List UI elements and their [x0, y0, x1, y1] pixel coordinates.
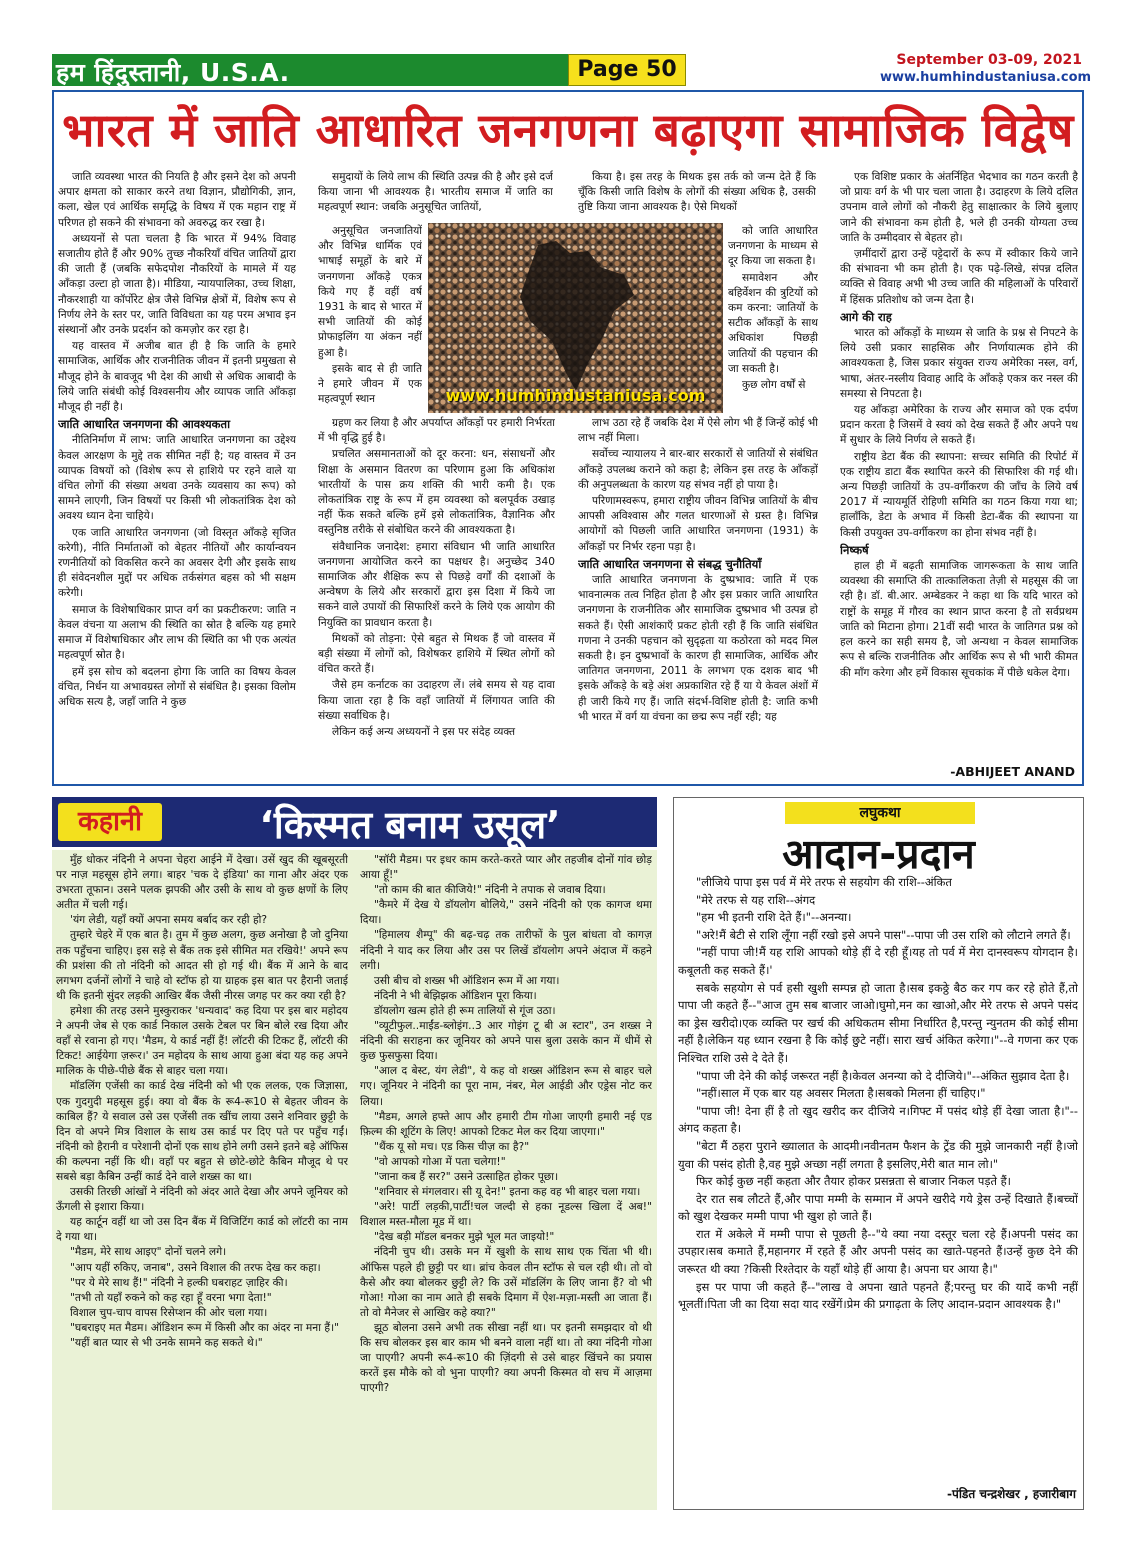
story-paragraph: "तभी तो यहाँ रुकने को कह रहा हूँ वरना भगा देता!" — [70, 1290, 272, 1304]
story-paragraph: "यहीं बात प्यार से भी उनके सामने कह सकते थे।" — [70, 1336, 263, 1349]
article-paragraph: एक जाति आधारित जनगणना (जो विस्तृत आँकड़े सृजित करेगी), नीति निर्माताओं को बेहतर नीतियों और कार्यान्वयन रणनीतियों को विकसित करने का अवसर देगी और इसके साथ ही संवेदनशील मुद्दों पर अधिक तर्कसंगत बहस को भी सक्षम करेगी। — [58, 526, 296, 600]
story-column-1 — [56, 852, 348, 1504]
story-paragraph: "कैमरे में देख ये डॉयलोग बोलिये," उसने नंदिनी को एक कागज थमा दिया। — [360, 898, 652, 927]
story-paragraph: "लीजिये पापा इस पर्व में मेरे तरफ से सहयोग की राशि--अंकित — [696, 875, 952, 889]
crowd-photo-image — [428, 223, 723, 413]
story-paragraph: सबके सहयोग से पर्व हसी खुशी सम्पन्न हो जाता है।सब इकठ्ठे बैठ कर गप कर रहे होते हैं,तो पापा जी कहते हैं--"आज तुम सब बाजार जाओ।घुमो,मन का खाओ,और मेरे तरफ से अपने पसंद का ड्रेस खरीदो।एक व्यक्ति पर खर्च की अधिकतम सीमा निर्धारित है,परन्तु न्युनतम की कोई सीमा नहीं है।लेकिन यह ध्यान रखना है कि कोई छुटे नहीं। सारा खर्च अंकित करेगा।"--वे गणना कर एक निश्चित राशि उसे दे देते हैं। — [678, 980, 1078, 1065]
article-column-2-top — [318, 170, 553, 224]
article-paragraph: को जाति आधारित जनगणना के माध्यम से दूर किया जा सकता है। — [728, 225, 818, 268]
story-paragraph: "सॉरी मैडम। पर इधर काम करते-करते प्यार और तहजीब दोनों गांव छोड़ आया हूँ!" — [360, 853, 652, 882]
story-paragraph: "आल द बेस्ट, यंग लेडी", ये कह वो शख्स ऑडिशन रूम से बाहर चले गए। जूनियर ने नंदिनी का पूरा नाम, नंबर, मेल आईडी और एड्रेस नोट कर लिया। — [360, 1064, 652, 1108]
story-paragraph: उसकी तिरछी आंखों ने नंदिनी को अंदर आते देखा और अपने जूनियर को ऊँगली से इशारा किया। — [56, 1185, 348, 1214]
story-paragraph: "व्यूटीफुल..माईंड-ब्लोइंग..3 आर गोइंग टू बी अ स्टार", उन शख्स ने नंदिनी की सराहना कर जूनियर को अपने पास बुला उसके कान में धीमें से कुछ फुसफुसा दिया। — [360, 1019, 652, 1063]
article-paragraph: सर्वोच्च न्यायालय ने बार-बार सरकारों से जातियों से संबंधित आँकड़े उपलब्ध कराने को कहा है; लेकिन इस तरह के आँकड़ों की अनुपलब्धता के कारण यह संभव नहीं हो पाया है। — [578, 448, 818, 491]
article-paragraph: ग्रहण कर लिया है और अपर्याप्त आँकड़ों पर हमारी निर्भरता में भी वृद्धि हुई है। — [318, 417, 555, 445]
story-paragraph: नंदिनी चुप थी। उसके मन में खुशी के साथ साथ एक चिंता भी थी। ऑफिस पहले ही छुट्टी पर था। ब्रांच केवल तीन स्टॉफ से चल रही थी। तो वो कैसे और क्या बोलकर छुट्टी ले? कि उसें मॉडलिंग के लिए जाना हैं? वो भी गोआ! गोआ का नाम आते ही सबके दिमाग में ऐश-मज़ा-मस्ती आ जाता हैं। तो वो मैनेजर से आखिर कहे क्या?" — [360, 1245, 652, 1319]
story-paragraph: तुम्हारे चेहरे में एक बात है। तुम में कुछ अलग, कुछ अनोखा है जो दुनिया तक पहुँचना चाहिए। इस सड़े से बैंक तक इसे सीमित मत रखिये!' अपने रूप की प्रशंसा की तो नंदिनी को आदत सी हो गई थी। बैंक में आने के बाद लगभग दर्जनों लोगों ने चाहे वो स्टॉफ हो या ग्राहक इस बात पर हैरानी जताई थी कि इतनी सुंदर लड़की आखिर बैंक जैसी नीरस जगह पर कर क्या रही है? — [56, 928, 348, 1002]
article-paragraph: नीतिनिर्माण में लाभ: जाति आधारित जनगणना का उद्देश्य केवल आरक्षण के मुद्दे तक सीमित नहीं है; यह वास्तव में उन व्यापक विषयों को (विशेष रूप से हाशिये पर रहने वाले या वंचित लोगों की संख्या अथवा उनके व्यवसाय का रूप) को सामने लाएगी, जिन विषयों पर किसी भी लोकतांत्रिक देश को अवश्य ध्यान देना चाहिये। — [58, 434, 296, 523]
story-paragraph: 'यंग लेडी, यहाँ क्यों अपना समय बर्बाद कर रही हो? — [70, 913, 268, 927]
article-paragraph: एक विशिष्ट प्रकार के अंतर्निहित भेदभाव का गठन करती है जो प्रायः वर्ग के भी पार चला जाता है। उदाहरण के लिये दलित उपनाम वाले लोगों को नौकरी हेतु साक्षात्कार के लिये बुलाए जाने की संभावना कम होती है, भले ही उनकी योग्यता उच्च जाति के उम्मीदवार से बेहतर हो। — [840, 171, 1078, 244]
article-paragraph: परिणामस्वरूप, हमारा राष्ट्रीय जीवन विभिन्न जातियों के बीच आपसी अविश्वास और गलत धारणाओं से ग्रस्त है। विभिन्न आयोगों को पिछली जाति आधारित जनगणना (1931) के आँकड़ों पर निर्भर रहना पड़ा है। — [578, 495, 818, 553]
article-paragraph: हमें इस सोच को बदलना होगा कि जाति का विषय केवल वंचित, निर्धन या अभावग्रस्त लोगों से संबंधित है। इसका विलोम अधिक सत्य है, जहाँ जाति ने कुछ — [58, 665, 296, 708]
story-paragraph: झूठ बोलना उसने अभी तक सीखा नहीं था। पर इतनी समझदार वो थी कि सच बोलकर इस बार काम भी बनने वाला नहीं था। तो क्या नंदिनी गोआ जा पाएगी? अपनी रू4-रू10 की ज़िंदगी से उसे बाहर खिंचने का प्रयास करतें इस मौके को वो भुना पाएगी? क्या अपनी किस्मत वो सच में आज़मा पाएगी? — [360, 1320, 652, 1395]
article-paragraph: जाति व्यवस्था भारत की नियति है और इसने देश को अपनी अपार क्षमता को साकार करने तथा विज्ञान, प्रौद्योगिकी, ज्ञान, कला, खेल एवं आर्थिक समृद्धि के विषय में एक महान राष्ट्र में परिणत हो सकने की संभावना को अवरुद्ध कर रखा है। — [58, 171, 296, 229]
article-subheading: जाति आधारित जनगणना की आवश्यकता — [58, 417, 231, 432]
story-paragraph: "मेरे तरफ से यह राशि--अंगद — [696, 892, 816, 907]
story-paragraph: उसी बीच वो शख्स भी ऑडिशन रूम में आ गया। — [374, 973, 560, 987]
short-story-label: लघुकथा — [785, 802, 975, 824]
newspaper-brand: हम हिंदुस्तानी, U.S.A. — [56, 58, 290, 87]
page-number: Page 50 — [568, 54, 686, 86]
story-title: ‘किस्मत बनाम उसूल’ — [259, 803, 561, 847]
issue-date: September 03-09, 2021 — [896, 52, 1082, 68]
article-column-2-wrap — [318, 224, 422, 416]
story-paragraph: फिर कोई कुछ नहीं कहता और तैयार होकर प्रसन्नता से बाजार निकल पड़ते हैं। — [696, 1174, 1011, 1189]
article-column-3-rest — [578, 416, 818, 782]
story-paragraph: "मैडम, मेरे साथ आइए" दोनों चलने लगे। — [70, 1245, 227, 1259]
article-subheading: जाति आधारित जनगणना से संबद्ध चुनौतियाँ — [578, 556, 762, 571]
story-paragraph: "हम भी इतनी राशि देते हैं।"--अनन्या। — [696, 910, 852, 925]
article-paragraph: समाज के विशेषाधिकार प्राप्त वर्ग का प्रकटीकरण: जाति न केवल वंचना या अलाभ की स्थिति का स्रोत है बल्कि यह हमारे समाज में विशेषाधिकार और लाभ की स्थिति का भी एक अत्यंत महत्वपूर्ण स्रोत है। — [58, 603, 296, 662]
article-paragraph: जैसे हम कर्नाटक का उदाहरण लें। लंबे समय से यह दावा किया जाता रहा है कि वहाँ जातियों में लिंगायत जाति की संख्या सर्वाधिक है। — [318, 679, 555, 722]
article-column-1 — [58, 170, 296, 782]
article-paragraph: प्रचलित असमानताओं को दूर करना: धन, संसाधनों और शिक्षा के असमान वितरण का परिणाम हुआ कि अधिकांश भारतीयों के पास क्रय शक्ति की भारी कमी है। एक लोकतांत्रिक राष्ट्र के रूप में हम व्यवस्था को बलपूर्वक उखाड़ नहीं फेंक सकते बल्कि हमें इसे लोकतांत्रिक, वैज्ञानिक और वस्तुनिष्ठ तरीके से संबोधित करने की आवश्यकता है। — [318, 448, 555, 537]
short-story-author: -पंडित चन्द्रशेखर , हजारीबाग — [947, 1487, 1076, 1501]
story-paragraph: "हिमालय शैम्पू" की बढ़-चढ़ तक तारीफों के पुल बांधता वो कागज़ नंदिनी ने याद कर लिया और उस पर लिखें डॉयलोग अपने अंदाज में कहने लगी। — [360, 928, 652, 972]
story-paragraph: "मैडम, अगले हफ्ते आप और हमारी टीम गोआ जाएगी हमारी नई एड फ़िल्म की शूटिंग के लिए! आपको टिकट मेल कर दिया जाएगा।" — [360, 1109, 652, 1138]
story-paragraph: "नहीं पापा जी!मैं यह राशि आपको थोड़े हीं दे रही हूँ।यह तो पर्व में मेरा दानस्वरूप योगदान है।कबूलती कह सकते हैं।' — [678, 945, 1078, 977]
article-paragraph: राष्ट्रीय डेटा बैंक की स्थापना: सच्चर समिति की रिपोर्ट में एक राष्ट्रीय डाटा बैंक स्थापित करने की सिफारिश की गई थी। अन्य पिछड़ी जातियों के उप-वर्गीकरण की जाँच के लिये वर्ष 2017 में न्यायमूर्ति रोहिणी समिति का गठन किया गया था; हालाँकि, डेटा के अभाव में किसी डेटा-बैंक की स्थापना या किसी उपयुक्त उप-वर्गीकरण का होना संभव नहीं है। — [840, 450, 1078, 539]
story-paragraph: "नहीं।साल में एक बार यह अवसर मिलता है।सबको मिलना हीं चाहिए।" — [696, 1086, 986, 1101]
article-paragraph: हाल ही में बढ़ती सामाजिक जागरूकता के साथ जाति व्यवस्था की समाप्ति की तात्कालिकता तेज़ी से महसूस की जा रही है। डॉ. बी.आर. अम्बेडकर ने कहा था कि यदि भारत को राष्ट्रों के समूह में गौरव का स्थान प्राप्त करना है तो सर्वप्रथम जाति को मिटाना होगा। 21वीं सदी भारत के जातिगत प्रश्न को हल करने का सही समय है, जो अन्यथा न केवल सामाजिक रूप से बल्कि राजनीतिक और आर्थिक रूप से भी भारी कीमत की माँग करेगा और हमें विकास सूचकांक में पीछे धकेल देगा। — [840, 560, 1078, 679]
story-paragraph: हमेशा की तरह उसने मुस्कुराकर 'धन्यवाद' कह दिया पर इस बार महोदय ने अपनी जेब से एक कार्ड निकाल उसके टेबल पर बिन बोले रख दिया और वहाँ से रवाना हो गए। 'मैडम, ये कार्ड नहीं हैं! लॉटरी की टिकट हैं, लॉटरी की टिकट! आईयेगा ज़रूर।' उन महोदय के साथ आया हुआ बंदा यह कह अपने मालिक के पीछे-पीछे बैंक से बाहर चला गया। — [56, 1003, 348, 1078]
story-section-label: कहानी — [58, 803, 162, 841]
story-paragraph: मॉडलिंग एजेंसी का कार्ड देख नंदिनी को भी एक ललक, एक जिज्ञासा, एक गुदगुदी महसूस हुई। क्या वो बैंक के रू4-रू10 से बेहतर जीवन के काबिल हैं? ये सवाल उसे उस एजेंसी तक खींच लाया उसने शनिवार छुट्टी के दिन वो अपने मित्र विशाल के साथ उस कार्ड पर दिए पते पर पहुँच गईं। नंदिनी को हैरानी व परेशानी दोनों एक साथ होने लगी उसने इतने बड़े ऑफिस की कल्पना नहीं कि थी। वहाँ पर बहुत से छोटे-छोटे कैबिन मौजूद थे पर सबसे बड़ा कैबिन उन्हीं कार्ड देने वाले शख्स का था। — [56, 1079, 348, 1183]
article-column-2-rest — [318, 416, 555, 782]
article-column-3-top — [578, 170, 816, 224]
article-paragraph: भारत को आँकड़ों के माध्यम से जाति के प्रश्न से निपटने के लिये उसी प्रकार साहसिक और निर्णायात्मक होने की आवश्यकता है, जिस प्रकार संयुक्त राज्य अमेरिका नस्ल, वर्ग, भाषा, अंतर-नस्लीय विवाह आदि के आँकड़े एकत्र कर नस्ल की समस्या से निपटता है। — [840, 327, 1078, 400]
short-story-body — [678, 874, 1078, 1486]
article-paragraph: समुदायों के लिये लाभ की स्थिति उत्पन्न की है और इसे दर्ज किया जाना भी आवश्यक है। भारतीय समाज में जाति का महत्वपूर्ण स्थान: जबकि अनुसूचित जातियों, — [318, 171, 553, 214]
story-paragraph: "पापा जी देने की कोई जरूरत नहीं है।केवल अनन्या को दे दीजिये।"--अंकित सुझाव देता है। — [696, 1068, 1070, 1083]
story-paragraph: "तो काम की बात कीजिये!" नंदिनी ने तपाक से जवाब दिया। — [374, 883, 606, 897]
article-paragraph: अध्ययनों से पता चलता है कि भारत में 94% विवाह सजातीय होते हैं और 90% तुच्छ नौकरियाँ वंचित जातियों द्वारा की जाती हैं (जबकि सफेदपोश नौकरियों के मामले में यह आँकड़ा उल्टा हो जाता है)। मीडिया, न्यायपालिका, उच्च शिक्षा, नौकरशाही या कॉर्पोरेट क्षेत्र जैसे विभिन्न क्षेत्रों में, विशेष रूप से निर्णय लेने के स्तर पर, जाति विविधता का यह परम अभाव इन संस्थानों और उनके प्रदर्शन को कमज़ोर कर रहा है। — [58, 232, 296, 337]
story-paragraph: मुँह धोकर नंदिनी ने अपना चेहरा आईने में देखा। उसें खुद की खूबसूरती पर नाज़ महसूस होने लगा। बाहर 'चक दे इंडिया' का गाना और अंदर एक उभरता तूफान। उसने पलक झपकी और उसी के साथ वो कुछ क्षणों के लिए अतीत में चली गई। — [56, 853, 348, 912]
story-paragraph: डॉयलोग खत्म होते ही रूम तालियों से गूंज उठा। — [374, 1003, 556, 1017]
article-paragraph: लेकिन कई अन्य अध्ययनों ने इस पर संदेह व्यक्त — [332, 726, 516, 739]
article-subheading: निष्कर्ष — [840, 542, 869, 557]
story-paragraph: "घबराइए मत मैडम। ऑडिशन रूम में किसी और का अंदर ना मना हैं।" — [70, 1320, 340, 1334]
article-paragraph: अनुसूचित जनजातियों और विभिन्न धार्मिक एवं भाषाई समूहों के बारे में जनगणना आँकड़े एकत्र किये गए हैं वहीं वर्ष 1931 के बाद से भारत में सभी जातियों की कोई प्रोफाइलिंग या अंकन नहीं हुआ है। — [318, 225, 422, 359]
photo-watermark: www.humhindustaniusa.com — [445, 386, 706, 405]
story-paragraph: "शनिवार से मंगलवार। सी यू देन!" इतना कह वह भी बाहर चला गया। — [374, 1185, 641, 1199]
article-paragraph: कुछ लोग वर्षों से — [742, 379, 806, 392]
crowd-india-map-photo — [428, 223, 723, 413]
article-paragraph: लाभ उठा रहे हैं जबकि देश में ऐसे लोग भी हैं जिन्हें कोई भी लाभ नहीं मिला। — [578, 417, 818, 445]
website-link[interactable]: www.humhindustaniusa.com — [880, 70, 1092, 85]
story-column-2 — [360, 852, 652, 1504]
story-paragraph: "पापा जी! देना हीं है तो खुद खरीद कर दीजिये न।गिफ्ट में पसंद थोड़े हीं देखा जाता है।"--अंगद कहता है। — [678, 1103, 1078, 1136]
short-story-title: आदान-प्रदान — [782, 830, 975, 878]
article-paragraph: यह आँकड़ा अमेरिका के राज्य और समाज को एक दर्पण प्रदान करता है जिसमें वे स्वयं को देख सकते हैं और अपने पथ में सुधार के लिये निर्णय ले सकते हैं। — [840, 404, 1078, 447]
article-column-3-wrap — [728, 224, 818, 416]
article-paragraph: संवैधानिक जनादेश: हमारा संविधान भी जाति आधारित जनगणना आयोजित करने का पक्षधर है। अनुच्छेद 340 सामाजिक और शैक्षिक रूप से पिछड़े वर्गों की दशाओं के अन्वेषण के लिये और सरकारों द्वारा इस दिशा में किये जा सकने वाले उपायों की सिफारिशें करने के लिये एक आयोग की नियुक्ति का प्रावधान करता है। — [318, 540, 555, 629]
story-paragraph: "देख बड़ी मॉडल बनकर मुझे भूल मत जाइयो!" — [374, 1230, 555, 1244]
story-paragraph: "थैंक यू सो मच। एड किस चीज़ का है?" — [374, 1139, 530, 1153]
story-paragraph: रात में अकेले में मम्मी पापा से पूछती है--"ये क्या नया दस्तूर चला रहे हैं।अपनी पसंद का उपहार।सब कमाते हैं,महानगर में रहते हैं और अपनी पसंद का खाते-पहनते हैं।उन्हें कुछ देने की जरूरत थी क्या ?किसी रिश्तेदार के यहाँ थोड़े हीं आया है। अपना घर आया है।" — [678, 1226, 1078, 1277]
article-headline: भारत में जाति आधारित जनगणना बढ़ाएगा सामाजिक विद्वेष — [62, 103, 1074, 157]
story-paragraph: यह कार्टून वहीं था जो उस दिन बैंक में विजिटिंग कार्ड को लॉटरी का नाम दे गया था। — [56, 1215, 348, 1244]
article-paragraph: जाति आधारित जनगणना के दुष्प्रभाव: जाति में एक भावनात्मक तत्व निहित होता है और इस प्रकार जाति आधारित जनगणना के राजनीतिक और सामाजिक दुष्प्रभाव भी उत्पन्न हो सकते हैं। ऐसी आशंकाएँ प्रकट होती रही हैं कि जाति संबंधित गणना ने उनकी पहचान को सुदृढ़ता या कठोरता को मदद मिल सकती है। इन दुष्प्रभावों के कारण ही सामाजिक, आर्थिक और जातिगत जनगणना, 2011 के लगभग एक दशक बाद भी इसके आँकड़े के बड़े अंश अप्रकाशित रहे हैं या ये केवल अंशों में ही जारी किये गए हैं। जाति संदर्भ-विशिष्ट होती है: जाति कभी भी भारत में वर्ग या वंचना का छद्म रूप नहीं रही; यह — [578, 574, 818, 723]
article-paragraph: समावेशन और बहिर्वेशन की त्रुटियों को कम करना: जातियों के सटीक आँकड़ों के साथ अधिकांश पिछड़ी जातियों की पहचान की जा सकती है। — [728, 271, 818, 375]
story-paragraph: "बेटा मैं ठहरा पुराने ख्यालात के आदमी।नवीनतम फैशन के ट्रेंड की मुझे जानकारी नहीं है।जो युवा की पसंद होती है,वह मुझे अच्छा नहीं लगता है इसलिए,मेरी बात मान लो।" — [678, 1138, 1078, 1171]
story-paragraph: विशाल चुप-चाप वापस रिसेप्शन की ओर चला गया। — [70, 1305, 268, 1319]
story-paragraph: "आप यहीं रुकिए, जनाब", उसने विशाल की तरफ देख कर कहा। — [70, 1260, 321, 1274]
article-subheading: आगे की राह — [840, 309, 892, 324]
article-column-4 — [840, 170, 1078, 762]
story-paragraph: "अरे!मैं बेटी से राशि लूँगा नहीं रखो इसे अपने पास"--पापा जी उस राशि को लौटाने लगते हैं। — [696, 927, 1071, 942]
article-paragraph: ज़मींदारों द्वारा उन्हें पट्टेदारों के रूप में स्वीकार किये जाने की संभावना भी कम होती है। एक पढ़े-लिखे, संपन्न दलित व्यक्ति से विवाह अभी भी उच्च जाति की महिलाओं के परिवारों में हिंसक प्रतिशोध को जन्म देता है। — [840, 248, 1078, 306]
story-paragraph: देर रात सब लौटते हैं,और पापा मम्मी के सम्मान में अपने खरीदे गये ड्रेस उन्हें दिखाते हैं।बच्चों को खुश देखकर मम्मी पापा भी खुश हो जाते हैं। — [678, 1191, 1078, 1224]
article-paragraph: किया है। इस तरह के मिथक इस तर्क को जन्म देते हैं कि चूँकि किसी जाति विशेष के लोगों की संख्या अधिक है, उसकी तुष्टि किया जाना आवश्यक है। ऐसे मिथकों — [578, 171, 816, 214]
story-paragraph: "जाना कब हैं सर?" उसने उत्साहित होकर पूछा। — [374, 1169, 559, 1183]
story-paragraph: "पर ये मेरे साथ हैं!" नंदिनी ने हल्की घबराहट ज़ाहिर की। — [70, 1275, 288, 1289]
article-paragraph: मिथकों को तोड़ना: ऐसे बहुत से मिथक हैं जो वास्तव में बड़ी संख्या में लोगों को, विशेषकर हाशिये में स्थित लोगों को वंचित करते हैं। — [318, 632, 555, 676]
article-paragraph: इसके बाद से ही जाति ने हमारे जीवन में एक महत्वपूर्ण स्थान — [318, 362, 422, 406]
article-paragraph: यह वास्तव में अजीब बात ही है कि जाति के हमारे सामाजिक, आर्थिक और राजनीतिक जीवन में इतनी प्रमुखता से मौजूद होने के बावजूद भी देश की आधी से अधिक आबादी के लिये जाति संबंधी कोई विश्वसनीय और व्यापक जाति आँकड़ा मौजूद ही नहीं है। — [58, 340, 296, 414]
story-paragraph: नंदिनी ने भी बेझिझक ऑडिशन पूरा किया। — [374, 988, 537, 1002]
story-paragraph: "अरे! पार्टी लड़की,पार्टी!चल जल्दी से हका नूडल्स खिला दें अब!" विशाल मस्त-मौला मूड में था। — [360, 1200, 652, 1229]
article-author: -ABHIJEET ANAND — [950, 764, 1075, 779]
story-paragraph: इस पर पापा जी कहते हैं--"लाख वे अपना खाते पहनते हैं;परन्तु घर की यादें कभी नहीं भूलतीं।पिता जी का दिया सदा याद रखेंगें।प्रेम की प्रगाढ़ता के लिए आदान-प्रदान आवश्यक है।" — [678, 1279, 1078, 1312]
story-paragraph: "वो आपको गोआ में पता चलेगा!" — [374, 1154, 506, 1168]
